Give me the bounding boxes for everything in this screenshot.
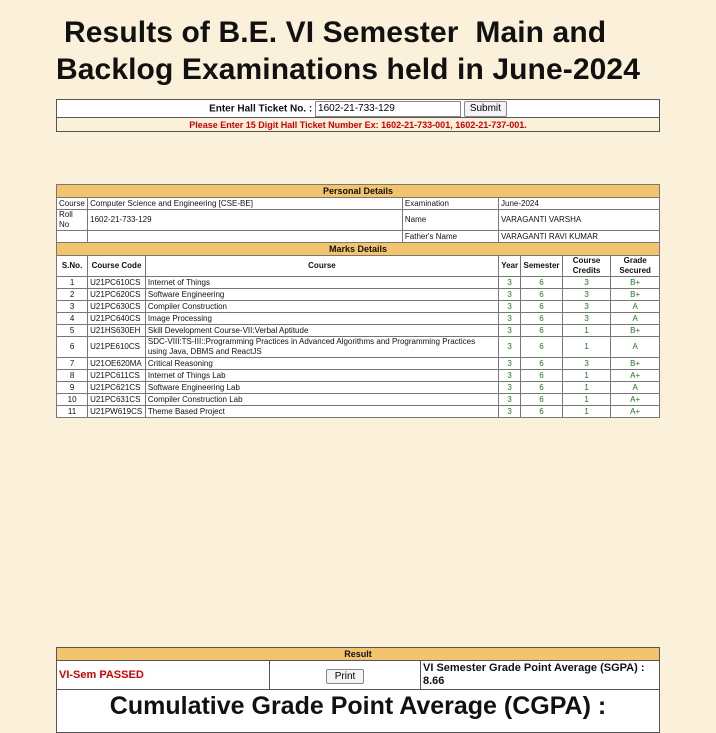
table-row (57, 289, 660, 301)
table-row (57, 382, 660, 394)
row-year: 3 (499, 382, 521, 394)
submit-button[interactable]: Submit (464, 101, 507, 117)
row-semester: 6 (521, 406, 563, 418)
row-semester: 6 (521, 301, 563, 313)
row-semester: 6 (521, 394, 563, 406)
hall-ticket-label: Enter Hall Ticket No. : (209, 103, 313, 115)
row-year: 3 (499, 289, 521, 301)
row-sno: 9 (57, 382, 88, 394)
row-semester: 6 (521, 370, 563, 382)
father-name-label: Father's Name (402, 231, 498, 243)
hall-ticket-form (56, 99, 660, 132)
row-course: Compiler Construction Lab (145, 394, 498, 406)
row-credits: 3 (562, 289, 611, 301)
row-grade: A (611, 382, 660, 394)
row-semester: 6 (521, 325, 563, 337)
col-credits: Course Credits (562, 256, 611, 277)
print-button[interactable]: Print (326, 669, 365, 684)
row-sno: 3 (57, 301, 88, 313)
table-row (57, 394, 660, 406)
row-grade: A (611, 337, 660, 358)
row-course-code: U21PC611CS (88, 370, 146, 382)
row-year: 3 (499, 358, 521, 370)
row-credits: 1 (562, 394, 611, 406)
row-grade: A (611, 301, 660, 313)
course-value: Computer Science and Engineering [CSE-BE] (88, 198, 403, 210)
row-sno: 5 (57, 325, 88, 337)
row-grade: A+ (611, 394, 660, 406)
table-row (57, 358, 660, 370)
row-semester: 6 (521, 313, 563, 325)
row-course: Critical Reasoning (145, 358, 498, 370)
row-grade: B+ (611, 358, 660, 370)
row-credits: 3 (562, 358, 611, 370)
row-semester: 6 (521, 337, 563, 358)
row-credits: 1 (562, 406, 611, 418)
sgpa-label: VI Semester Grade Point Average (SGPA) : (423, 662, 645, 674)
row-course-code: U21PE610CS (88, 337, 146, 358)
row-sno: 6 (57, 337, 88, 358)
hall-ticket-hint: Please Enter 15 Digit Hall Ticket Number Ex: 1602-21-733-001, 1602-21-737-001. (57, 118, 660, 132)
row-grade: B+ (611, 325, 660, 337)
row-course: Software Engineering (145, 289, 498, 301)
row-sno: 2 (57, 289, 88, 301)
row-year: 3 (499, 313, 521, 325)
page-title (56, 14, 676, 88)
table-row (57, 277, 660, 289)
sgpa-value: 8.66 (423, 675, 445, 687)
row-year: 3 (499, 406, 521, 418)
row-year: 3 (499, 370, 521, 382)
table-row (57, 325, 660, 337)
cgpa-label: Cumulative Grade Point Average (CGPA) : (57, 690, 660, 733)
table-row (57, 337, 660, 358)
col-grade: Grade Secured (611, 256, 660, 277)
row-course: SDC-VIII:TS-III::Programming Practices in Advanced Algorithms and Programming Practices using Java, DBMS and ReactJS (145, 337, 498, 358)
row-year: 3 (499, 301, 521, 313)
col-course: Course (145, 256, 498, 277)
col-year: Year (499, 256, 521, 277)
row-course: Theme Based Project (145, 406, 498, 418)
row-credits: 1 (562, 337, 611, 358)
result-header: Result (57, 648, 660, 661)
row-semester: 6 (521, 277, 563, 289)
personal-details-header: Personal Details (57, 185, 660, 198)
father-name-value: VARAGANTI RAVI KUMAR (499, 231, 660, 243)
row-year: 3 (499, 337, 521, 358)
sgpa-cell (421, 661, 660, 690)
row-course: Compiler Construction (145, 301, 498, 313)
row-course: Internet of Things Lab (145, 370, 498, 382)
row-course-code: U21PW619CS (88, 406, 146, 418)
row-semester: 6 (521, 382, 563, 394)
row-year: 3 (499, 325, 521, 337)
row-course-code: U21HS630EH (88, 325, 146, 337)
row-course-code: U21PC640CS (88, 313, 146, 325)
blank-cell (88, 231, 403, 243)
row-grade: B+ (611, 277, 660, 289)
row-grade: B+ (611, 289, 660, 301)
row-course-code: U21PC610CS (88, 277, 146, 289)
examination-label: Examination (402, 198, 498, 210)
row-sno: 11 (57, 406, 88, 418)
row-semester: 6 (521, 289, 563, 301)
row-course: Image Processing (145, 313, 498, 325)
row-year: 3 (499, 277, 521, 289)
pass-status: VI-Sem PASSED (57, 661, 270, 690)
roll-no-value: 1602-21-733-129 (88, 210, 403, 231)
page-title-line-2: Backlog Examinations held in June-2024 (56, 53, 640, 86)
hall-ticket-row (57, 100, 660, 118)
col-sno: S.No. (57, 256, 88, 277)
marks-header-row (57, 256, 660, 277)
row-sno: 1 (57, 277, 88, 289)
row-sno: 10 (57, 394, 88, 406)
row-course: Skill Development Course-VII:Verbal Aptitude (145, 325, 498, 337)
result-table (56, 647, 660, 733)
row-credits: 1 (562, 325, 611, 337)
course-label: Course (57, 198, 88, 210)
hall-ticket-input[interactable] (315, 101, 461, 117)
table-row (57, 370, 660, 382)
row-course-code: U21PC631CS (88, 394, 146, 406)
row-course-code: U21PC620CS (88, 289, 146, 301)
row-grade: A+ (611, 370, 660, 382)
row-course-code: U21OE620MA (88, 358, 146, 370)
row-course: Software Engineering Lab (145, 382, 498, 394)
row-credits: 1 (562, 370, 611, 382)
row-credits: 3 (562, 277, 611, 289)
col-course-code: Course Code (88, 256, 146, 277)
row-grade: A (611, 313, 660, 325)
row-course-code: U21PC630CS (88, 301, 146, 313)
roll-no-label: Roll No (57, 210, 88, 231)
col-semester: Semester (521, 256, 563, 277)
row-credits: 1 (562, 382, 611, 394)
row-year: 3 (499, 394, 521, 406)
examination-value: June-2024 (499, 198, 660, 210)
marks-details-header: Marks Details (57, 243, 660, 256)
row-grade: A+ (611, 406, 660, 418)
row-credits: 3 (562, 313, 611, 325)
name-value: VARAGANTI VARSHA (499, 210, 660, 231)
row-sno: 7 (57, 358, 88, 370)
row-credits: 3 (562, 301, 611, 313)
print-cell (270, 661, 421, 690)
table-row (57, 301, 660, 313)
blank-cell (57, 231, 88, 243)
results-table (56, 184, 660, 418)
table-row (57, 313, 660, 325)
name-label: Name (402, 210, 498, 231)
table-row (57, 406, 660, 418)
row-sno: 8 (57, 370, 88, 382)
row-semester: 6 (521, 358, 563, 370)
row-course-code: U21PC621CS (88, 382, 146, 394)
row-course: Internet of Things (145, 277, 498, 289)
row-sno: 4 (57, 313, 88, 325)
page-title-line-1: Results of B.E. VI Semester Main and (64, 16, 607, 49)
